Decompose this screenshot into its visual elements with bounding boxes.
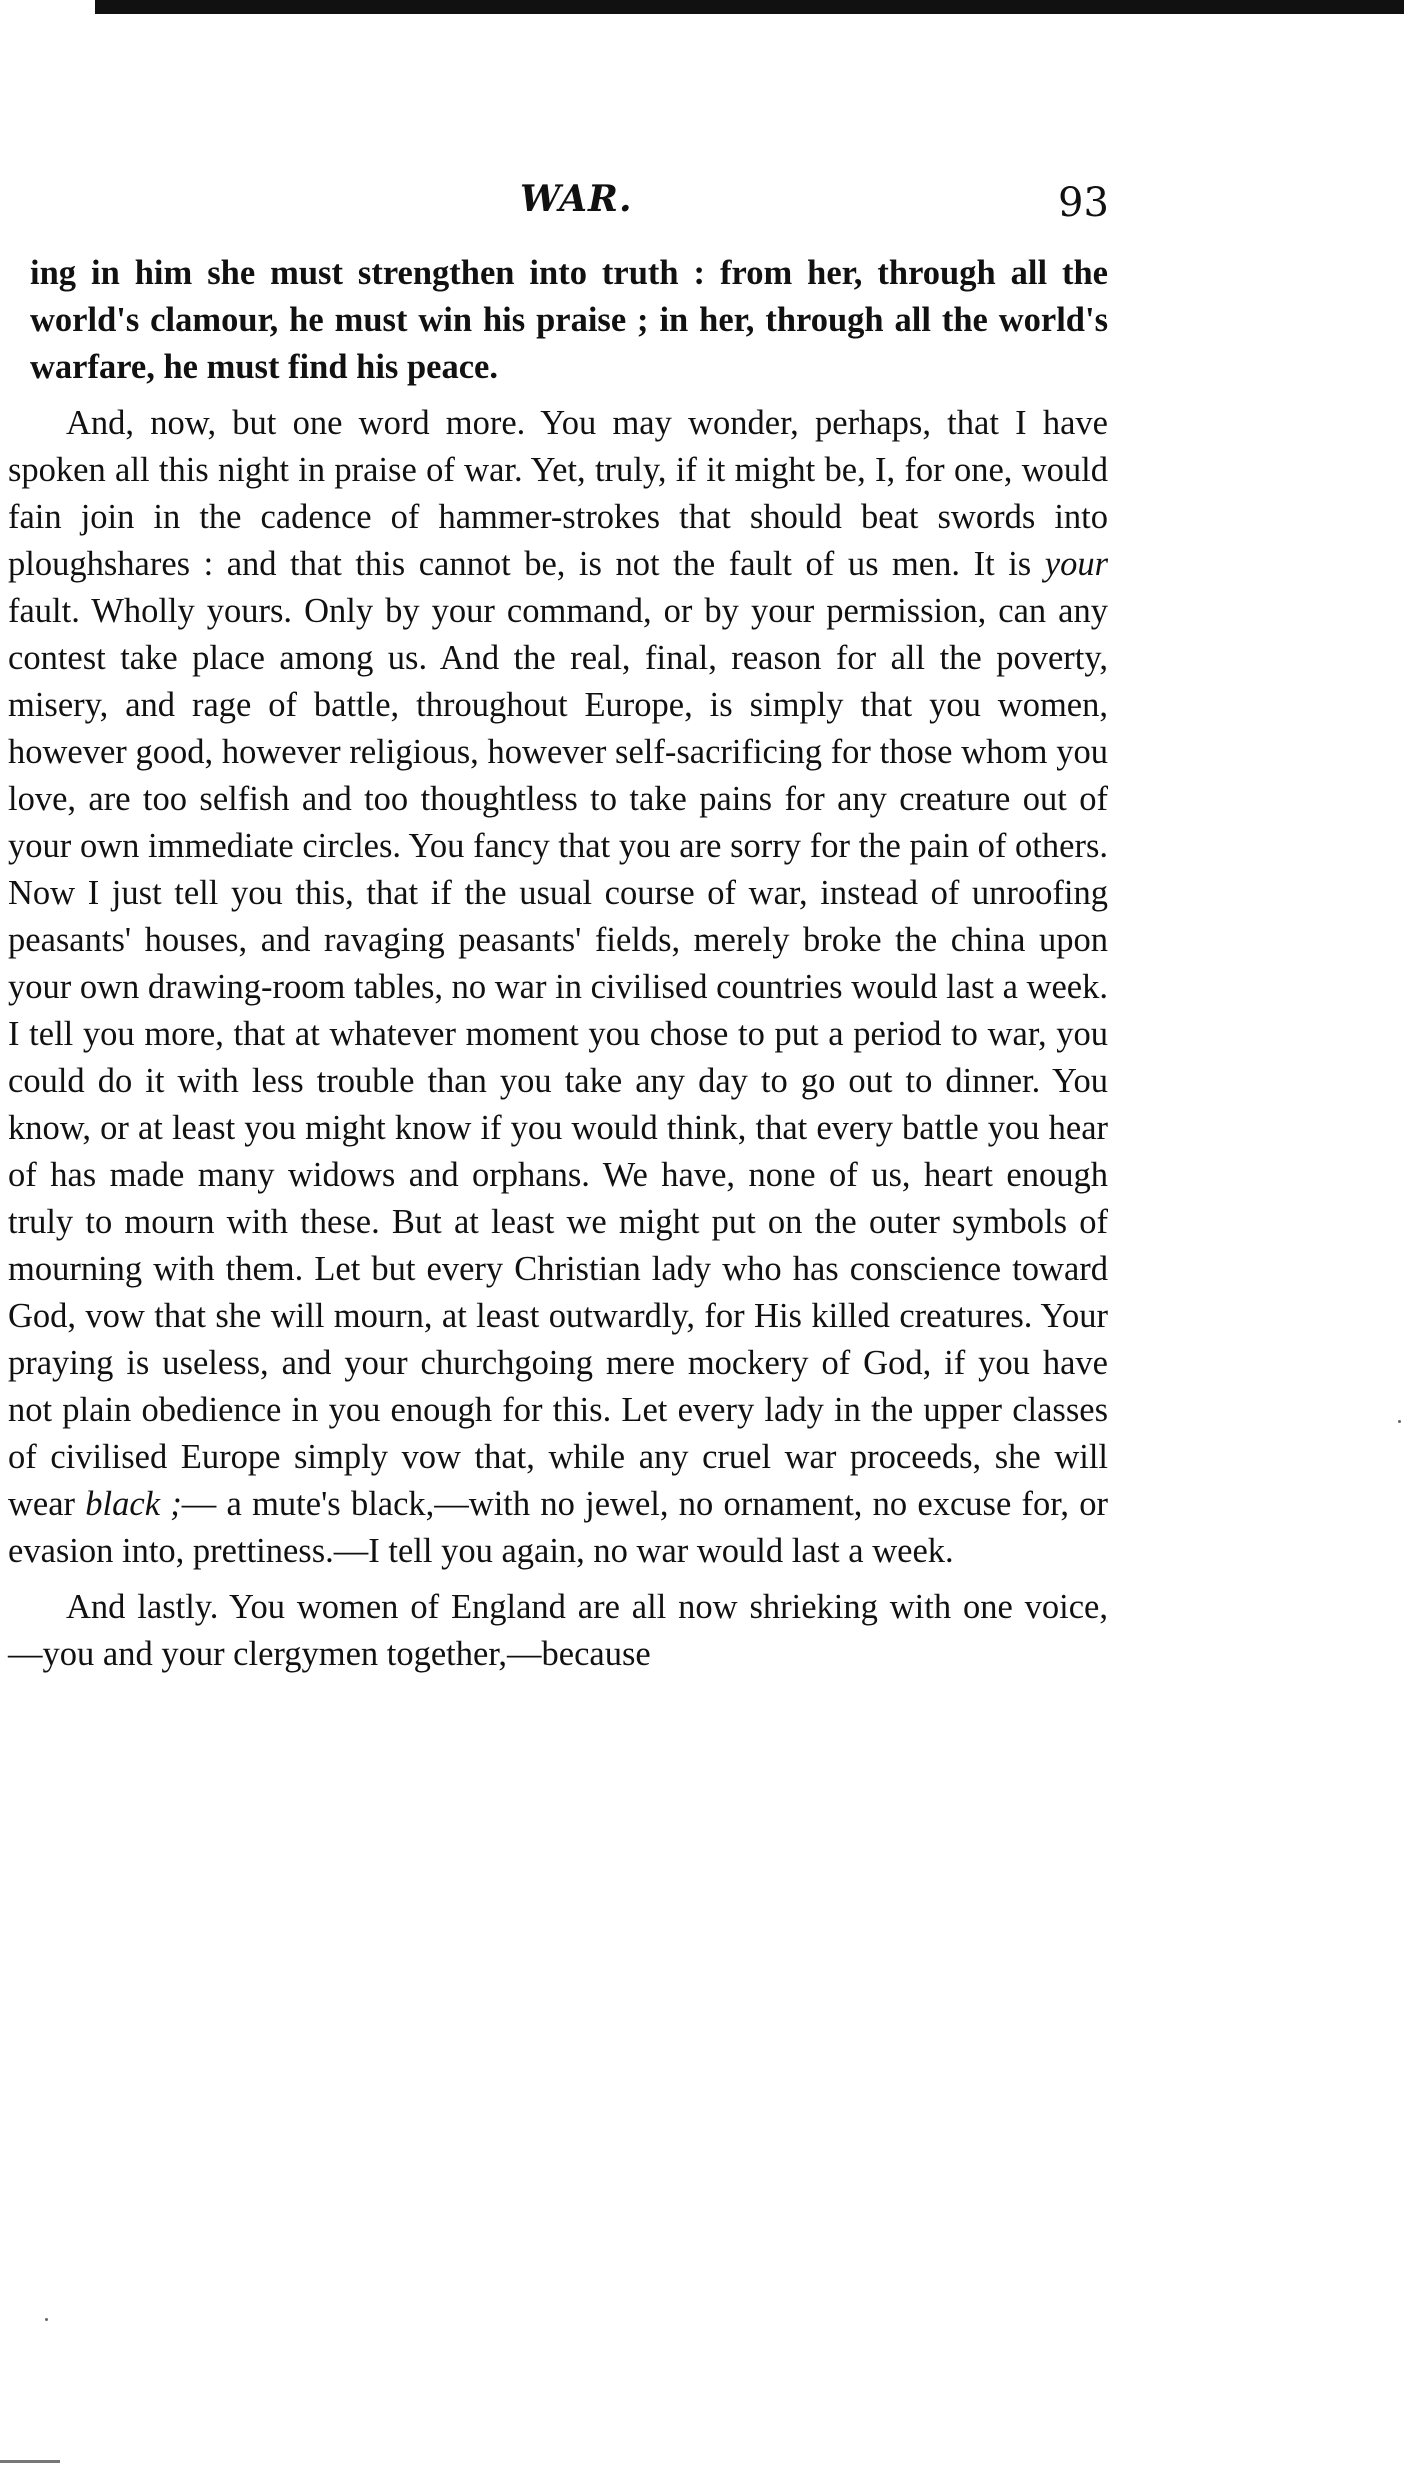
scan-speck xyxy=(45,2318,48,2321)
paragraph-war-argument xyxy=(8,400,1108,1575)
page-body xyxy=(8,250,1108,1687)
paragraph-text-segment: — a mute's black,—with no jewel, no ornament, no excuse for, or evasion into, prettiness.—I tell you again, no war would last a week. xyxy=(8,1485,1109,1570)
paragraph-lastly: And lastly. You women of England are all now shrieking with one voice, —you and your clergymen together,—because xyxy=(8,1588,1108,1673)
paragraph-continuation: ing in him she must strengthen into truth : from her, through all the world's clamour, he must win his praise ; in her, through all the world's warfare, he must find his peace. xyxy=(30,254,1108,386)
paragraph-text-segment: And, now, but one word more. You may wonder, perhaps, that I have spoken all this night in praise of war. Yet, truly, if it might be, I, for one, would fain join in the cadence of hammer-strokes that should beat swords into ploughshares : and that this cannot be, is not the fault of us men. It is xyxy=(8,404,1108,583)
running-head-title: WAR. xyxy=(520,178,633,220)
bottom-edge-mark xyxy=(0,2460,60,2463)
page-number: 93 xyxy=(1058,180,1109,226)
scan-speck xyxy=(1398,1420,1401,1423)
top-border-rule xyxy=(95,0,1404,14)
paragraph-text-segment: fault. Wholly yours. Only by your command, or by your permission, can any contest take place among us. And the real, final, reason for all the poverty, misery, and rage of battle, throughout Europe, is simply that you women, however good, however religious, however self-sacrificing for those whom you love, are too selfish and too thoughtless to take pains for any creature out of your own immediate circles. You fancy that you are sorry for the pain of others. Now I just tell you this, that if the usual course of war, instead of unroofing peasants' houses, and ravaging peasants' fields, merely broke the china upon your own drawing-room tables, no war in civilised countries would last a week. I tell you more, that at whatever moment you chose to put a period to war, you could do it with less trouble than you take any day to go out to dinner. You know, or at least you might know if you would think, that every battle you hear of has made many widows and orphans. We have, none of us, heart enough truly to mourn with these. But at least we might put on the outer symbols of mourning with them. Let but every Christian lady who has conscience toward God, vow that she will mourn, at least outwardly, for His killed creatures. Your praying is useless, and your churchgoing mere mockery of God, if you have not plain obedience in you enough for this. Let every lady in the upper classes of civilised Europe simply vow that, while any cruel war proceeds, she will wear xyxy=(8,592,1108,1523)
emphasis-your: your xyxy=(1044,545,1108,583)
emphasis-black: black ; xyxy=(85,1485,182,1523)
